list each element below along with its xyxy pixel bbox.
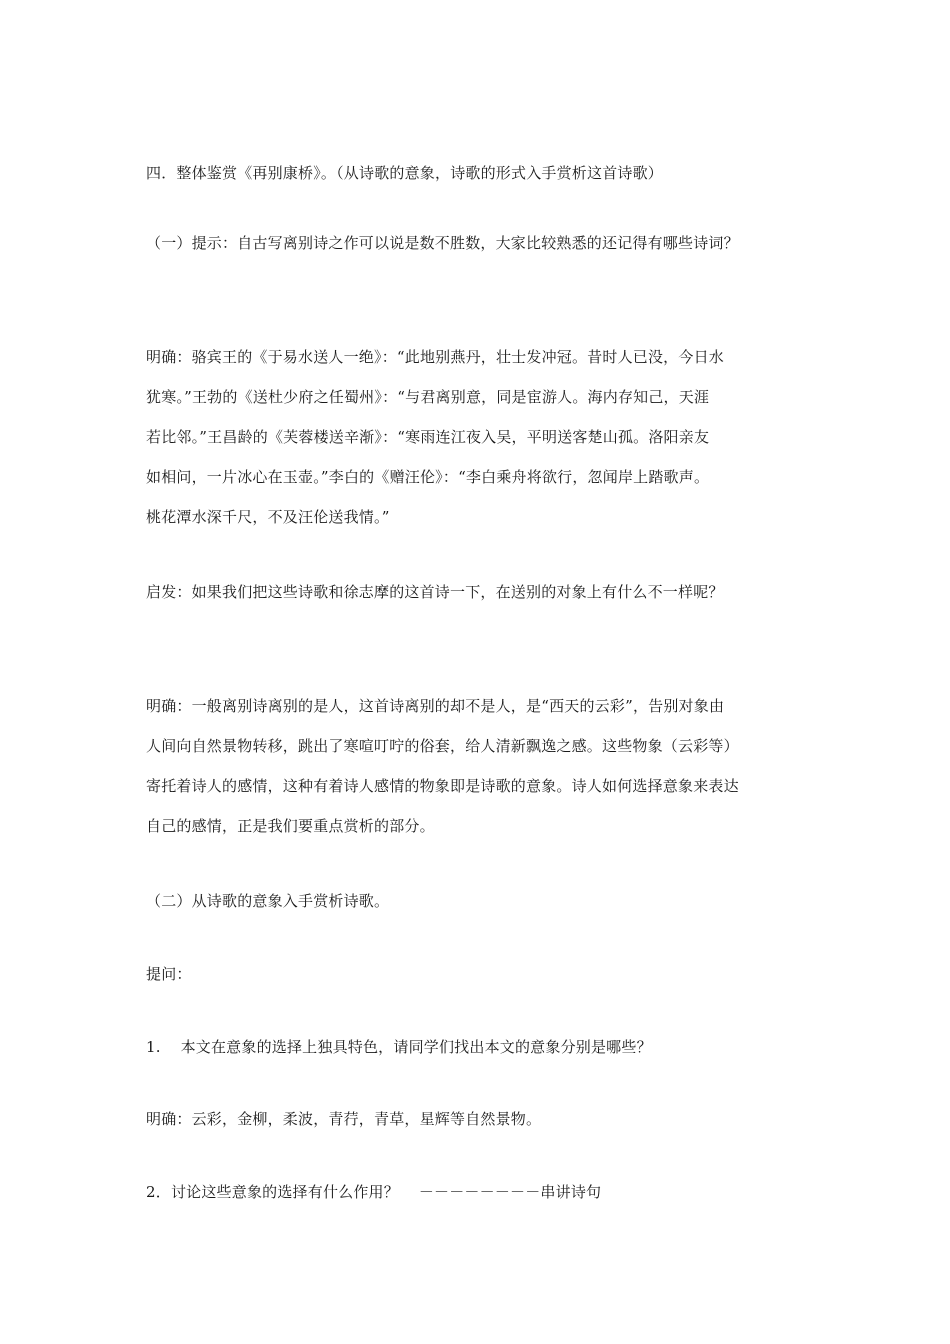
answer2-line-2: 人间向自然景物转移，跳出了寒喧叮咛的俗套，给人清新飘逸之感。这些物象（云彩等） [146, 737, 739, 755]
question-2: 2．讨论这些意象的选择有什么作用？ －－－－－－－－串讲诗句 [146, 1183, 602, 1201]
answer-3: 明确：云彩，金柳，柔波，青荇，青草，星辉等自然景物。 [146, 1110, 542, 1128]
section-heading: 四．整体鉴赏《再别康桥》。（从诗歌的意象，诗歌的形式入手赏析这首诗歌） [146, 164, 664, 182]
answer1-line-4: 如相问，一片冰心在玉壶。”李白的《赠汪伦》：“李白乘舟将欲行，忽闻岸上踏歌声。 [146, 468, 710, 486]
answer2-line-4: 自己的感情，正是我们要重点赏析的部分。 [146, 817, 435, 835]
answer2-line-1: 明确：一般离别诗离别的是人，这首诗离别的却不是人，是“西天的云彩”，告别对象由 [146, 697, 725, 715]
question-label: 提问： [146, 965, 192, 983]
answer1-line-1: 明确：骆宾王的《于易水送人一绝》：“此地别燕丹，壮士发冲冠。昔时人已没，今日水 [146, 348, 724, 366]
answer1-line-3: 若比邻。”王昌龄的《芙蓉楼送辛渐》：“寒雨连江夜入吴，平明送客楚山孤。洛阳亲友 [146, 428, 710, 446]
answer1-line-5: 桃花潭水深千尺，不及汪伦送我情。” [146, 508, 390, 526]
question-1: 1. 本文在意象的选择上独具特色，请同学们找出本文的意象分别是哪些？ [146, 1038, 652, 1056]
part2-heading: （二）从诗歌的意象入手赏析诗歌。 [146, 892, 390, 910]
answer2-line-3: 寄托着诗人的感情，这种有着诗人感情的物象即是诗歌的意象。诗人如何选择意象来表达 [146, 777, 739, 795]
answer1-line-2: 犹寒。”王勃的《送杜少府之任蜀州》：“与君离别意，同是宦游人。海内存知己，天涯 [146, 388, 710, 406]
part1-prompt: （一）提示：自古写离别诗之作可以说是数不胜数，大家比较熟悉的还记得有哪些诗词？ [146, 234, 739, 252]
inspiration-question: 启发：如果我们把这些诗歌和徐志摩的这首诗一下，在送别的对象上有什么不一样呢？ [146, 583, 724, 601]
